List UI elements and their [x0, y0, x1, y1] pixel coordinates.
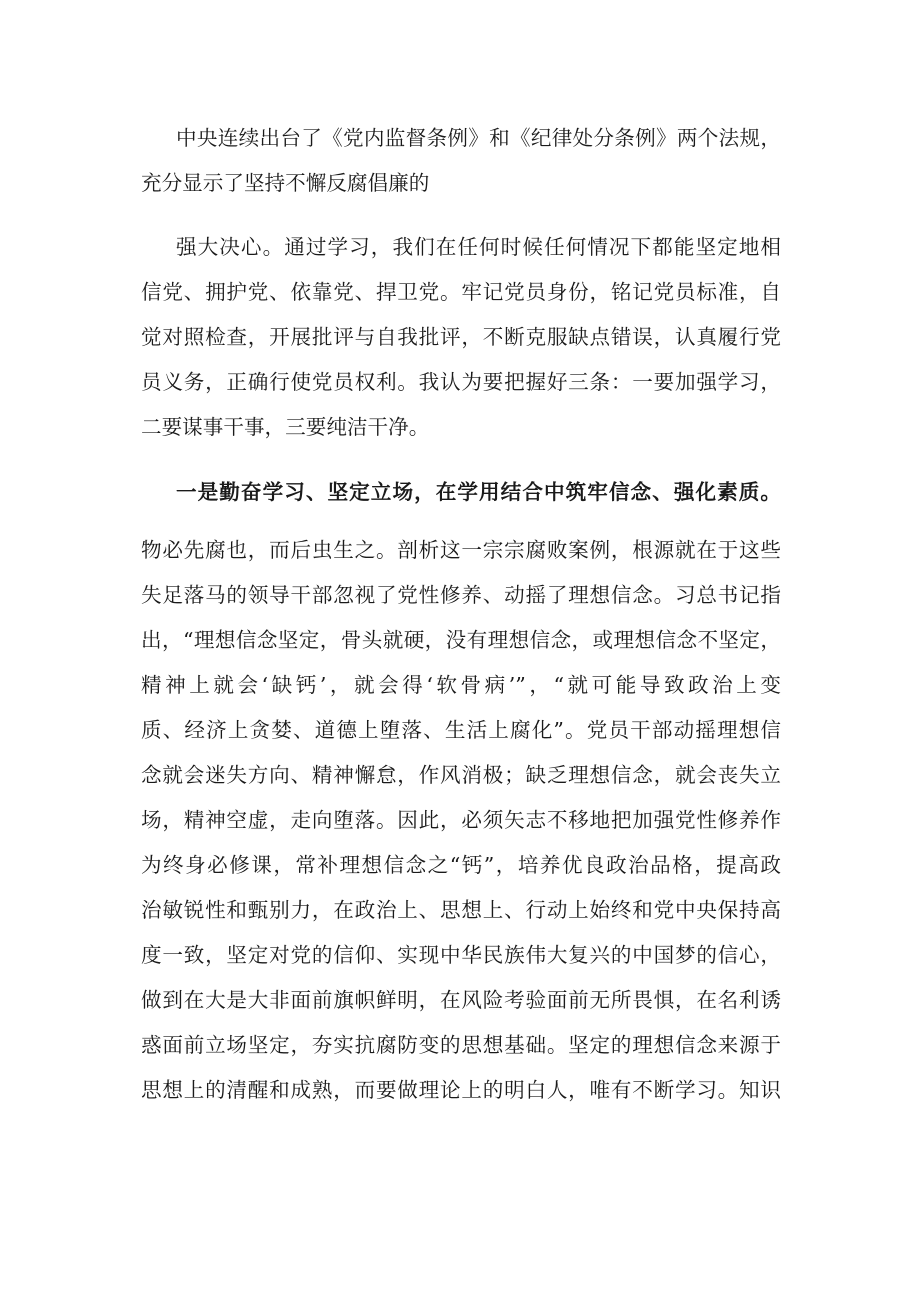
paragraph-line: 充分显示了坚持不懈反腐倡廉的: [141, 171, 430, 195]
paragraph-line: 场，精神空虚，走向堕落。因此，必须矢志不移地把加强党性修养作: [141, 808, 781, 832]
paragraph-line: 精神上就会‘缺钙’，就会得‘软骨病’”，“就可能导致政治上变: [141, 673, 781, 697]
paragraph-line: 二要谋事干事，三要纯洁干净。: [141, 415, 430, 439]
paragraph-line: 做到在大是大非面前旗帜鲜明，在风险考验面前无所畏惧，在名利诱: [141, 988, 781, 1012]
paragraph-line: 思想上的清醒和成熟，而要做理论上的明白人，唯有不断学习。知识: [141, 1078, 781, 1102]
paragraph-line: 中央连续出台了《党内监督条例》和《纪律处分条例》两个法规，: [176, 126, 781, 150]
paragraph-line: 质、经济上贪婪、道德上堕落、生活上腐化”。党员干部动摇理想信: [141, 718, 781, 742]
paragraph-line: 为终身必修课，常补理想信念之“钙”，培养优良政治品格，提高政: [141, 853, 781, 877]
paragraph-line: 觉对照检查，开展批评与自我批评，不断克服缺点错误，认真履行党: [141, 325, 781, 349]
paragraph-line: 出，“理想信念坚定，骨头就硬，没有理想信念，或理想信念不坚定，: [141, 628, 781, 652]
paragraph-line: 物必先腐也，而后虫生之。剖析这一宗宗腐败案例，根源就在于这些: [141, 538, 781, 562]
paragraph-line: 强大决心。通过学习，我们在任何时候任何情况下都能坚定地相: [176, 235, 781, 259]
section-heading: 一是勤奋学习、坚定立场，在学用结合中筑牢信念、强化素质。: [176, 480, 781, 504]
paragraph-line: 员义务，正确行使党员权利。我认为要把握好三条：一要加强学习，: [141, 370, 781, 394]
paragraph-line: 失足落马的领导干部忽视了党性修养、动摇了理想信念。习总书记指: [141, 583, 781, 607]
paragraph-line: 惑面前立场坚定，夯实抗腐防变的思想基础。坚定的理想信念来源于: [141, 1033, 781, 1057]
paragraph-line: 念就会迷失方向、精神懈怠，作风消极；缺乏理想信念，就会丧失立: [141, 763, 781, 787]
paragraph-line: 度一致，坚定对党的信仰、实现中华民族伟大复兴的中国梦的信心，: [141, 943, 781, 967]
paragraph-line: 治敏锐性和甄别力，在政治上、思想上、行动上始终和党中央保持高: [141, 898, 781, 922]
paragraph-line: 信党、拥护党、依靠党、捍卫党。牢记党员身份，铭记党员标准，自: [141, 280, 781, 304]
